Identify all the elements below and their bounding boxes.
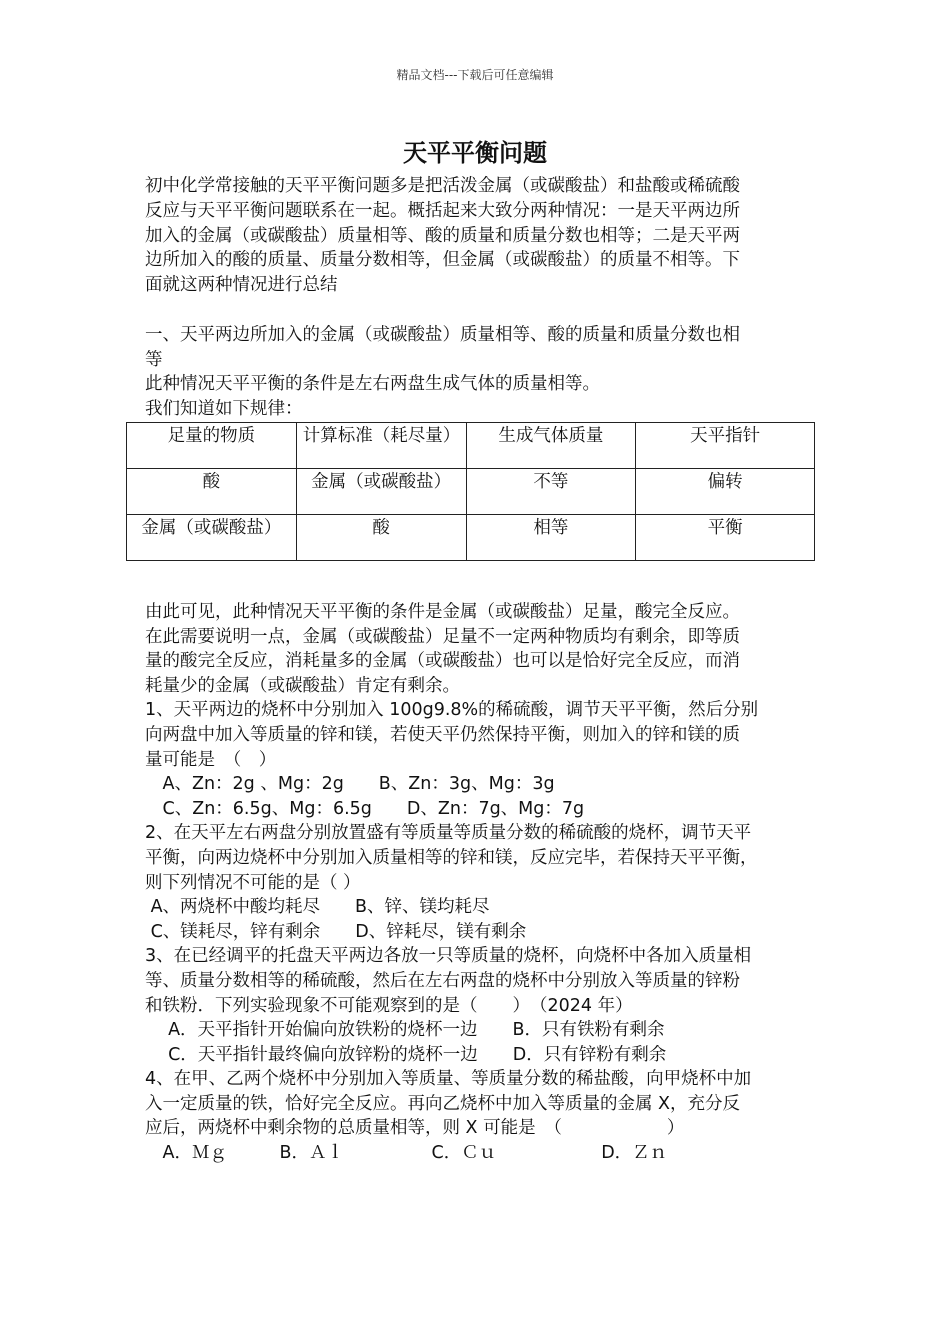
question-4-line: 应后，两烧杯中剩余物的总质量相等，则 X 可能是 （ ）	[145, 1118, 685, 1139]
question-1-line: 量可能是 （ ）	[145, 749, 277, 770]
section1-heading: 一、天平两边所加入的金属（或碳酸盐）质量相等、酸的质量和质量分数也相	[145, 324, 740, 345]
question-1-options: A、Zn：2g 、Mg：2g B、Zn：3g、Mg：3g	[145, 774, 555, 795]
rule-intro: 我们知道如下规律：	[145, 399, 303, 420]
intro-line: 初中化学常接触的天平平衡问题多是把活泼金属（或碳酸盐）和盐酸或稀硫酸	[145, 176, 740, 196]
table-cell: 相等	[466, 515, 636, 561]
table-cell: 酸	[127, 469, 297, 515]
intro-line: 加入的金属（或碳酸盐）质量相等、酸的质量和质量分数也相等；二是天平两	[145, 225, 740, 246]
intro-line: 反应与天平平衡问题联系在一起。概括起来大致分两种情况：一是天平两边所	[145, 200, 740, 221]
question-3-line: 等、质量分数相等的稀硫酸，然后在左右两盘的烧杯中分别放入等质量的锌粉	[145, 970, 740, 991]
table-cell: 金属（或碳酸盐）	[296, 469, 466, 515]
table-cell: 不等	[466, 469, 636, 515]
table-cell: 酸	[296, 515, 466, 561]
rules-table	[126, 422, 815, 561]
summary-line: 量的酸完全反应，消耗量多的金属（或碳酸盐）也可以是恰好完全反应，而消	[145, 651, 740, 672]
question-1-options: C、Zn：6.5g、Mg：6.5g D、Zn：7g、Mg：7g	[145, 798, 585, 819]
question-3-options: A．天平指针开始偏向放铁粉的烧杯一边 B．只有铁粉有剩余	[145, 1020, 665, 1041]
table-header-cell: 生成气体质量	[466, 423, 636, 469]
summary-line: 耗量少的金属（或碳酸盐）肯定有剩余。	[145, 675, 460, 696]
question-3-line: 和铁粉．下列实验现象不可能观察到的是（ ） （2024 年）	[145, 995, 633, 1016]
table-cell: 偏转	[636, 469, 815, 515]
summary-line: 在此需要说明一点，金属（或碳酸盐）足量不一定两种物质均有剩余，即等质	[145, 626, 740, 647]
table-row	[127, 515, 815, 561]
table-header-cell: 足量的物质	[127, 423, 297, 469]
question-2-line: 则下列情况不可能的是（ ）	[145, 872, 361, 893]
intro-line: 边所加入的酸的质量、质量分数相等，但金属（或碳酸盐）的质量不相等。下	[145, 250, 740, 271]
table-header-cell: 计算标准（耗尽量）	[296, 423, 466, 469]
question-1-line: 1、天平两边的烧杯中分别加入 100g9.8%的稀硫酸，调节天平平衡，然后分别	[145, 700, 759, 721]
table-row	[127, 469, 815, 515]
question-4-line: 4、在甲、乙两个烧杯中分别加入等质量、等质量分数的稀盐酸，向甲烧杯中加	[145, 1069, 752, 1090]
table-cell: 金属（或碳酸盐）	[127, 515, 297, 561]
question-4-options: A．Ｍｇ B．Ａｌ C．Ｃｕ D．Ｚｎ	[145, 1143, 668, 1164]
question-2-line: 2、在天平左右两盘分别放置盛有等质量等质量分数的稀硫酸的烧杯，调节天平	[145, 823, 752, 844]
intro-section	[145, 174, 817, 422]
section1-heading-cont: 等	[145, 349, 163, 370]
page-title: 天平平衡问题	[403, 139, 547, 167]
question-1-line: 向两盘中加入等质量的锌和镁，若使天平仍然保持平衡，则加入的锌和镁的质	[145, 724, 740, 745]
questions-section	[145, 600, 817, 1166]
table-header-cell: 天平指针	[636, 423, 815, 469]
section1-condition: 此种情况天平平衡的条件是左右两盘生成气体的质量相等。	[145, 374, 600, 395]
page-header: 精品文档---下载后可任意编辑	[396, 68, 554, 82]
intro-line: 面就这两种情况进行总结	[145, 275, 338, 296]
question-4-line: 入一定质量的铁，恰好完全反应。再向乙烧杯中加入等质量的金属 X，充分反	[145, 1093, 741, 1114]
question-2-line: 平衡，向两边烧杯中分别加入质量相等的锌和镁，反应完毕，若保持天平平衡，	[145, 847, 758, 868]
question-3-line: 3、在已经调平的托盘天平两边各放一只等质量的烧杯，向烧杯中各加入质量相	[145, 946, 752, 967]
question-2-options: A、两烧杯中酸均耗尽 B、锌、镁均耗尽	[145, 897, 490, 918]
summary-line: 由此可见，此种情况天平平衡的条件是金属（或碳酸盐）足量，酸完全反应。	[145, 602, 740, 622]
table-header-row	[127, 423, 815, 469]
question-3-options: C．天平指针最终偏向放锌粉的烧杯一边 D．只有锌粉有剩余	[145, 1044, 667, 1065]
spacer	[145, 298, 817, 323]
table-cell: 平衡	[636, 515, 815, 561]
question-2-options: C、镁耗尽，锌有剩余 D、锌耗尽，镁有剩余	[145, 921, 527, 942]
